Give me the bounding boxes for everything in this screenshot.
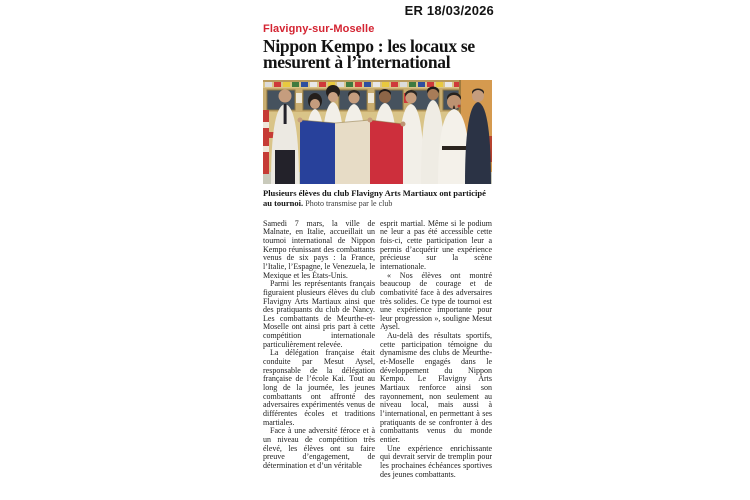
french-flag-graphic [298,117,406,184]
paragraph: La délégation française était conduite par Mesut Aysel, responsable de la délégation française de l’école Kai. Tout au long de la journée, les jeunes combattants ont affronté des adversaires expérimentés venus de différentes écoles et traditions martiales. [263,348,375,427]
paragraph: Au-delà des résultats sportifs, cette participation témoigne du dynamisme des clubs de Meurthe-et-Moselle engagés dans le développement du Nippon Kempo. Le Flavigny Arts Martiaux renforce ainsi son rayonnement, non seulement au niveau local, mais aussi à l’international, en permettant à ses pratiquants de se confronter à des combattants venus du monde entier. [380,331,492,444]
paragraph: « Nos élèves ont montré beaucoup de courage et de combativité face à des adversaires très solides. Ce type de tournoi est une expérience importante pour leur progression », souligne Mesut Aysel. [380,270,492,332]
paragraph: Samedi 7 mars, la ville de Malnate, en Italie, accueillait un tournoi international de Nippon Kempo réunissant des combattants venus de six pays : la France, l’Italie, l’Espagne, le Venezuela, le Mexique et les États-Unis. [263,218,375,280]
article [263,23,492,479]
paragraph: Parmi les représentants français figuraient plusieurs élèves du club Flavigny Arts Martiaux ainsi que des pratiquants du club de Nancy. Les combattants de Meurthe-et-Moselle ont ainsi pris part à cette compétition internationale particulièrement relevée. [263,279,375,349]
article-photo [263,80,492,184]
caption-text: Plusieurs élèves du club Flavigny Arts Martiaux ont participé au tournoi. [263,187,486,208]
body-column-right [380,220,492,480]
article-kicker: Flavigny-sur-Moselle [263,23,375,35]
photo-caption [263,188,492,209]
paragraph: Face à une adversité féroce et à un niveau de compétition très élevé, les élèves ont su faire preuve d’engagement, de détermination et d’un véritable [263,426,375,470]
edition-date-label: ER 18/03/2026 [404,3,494,18]
article-body [263,220,492,480]
group-photo-illustration [263,80,492,184]
paragraph: esprit martial. Même si le podium ne leur a pas été accessible cette fois-ci, cette participation leur a permis d’acquérir une expérience précieuse sur la scène internationale. [380,218,492,271]
caption-credit: Photo transmise par le club [305,198,393,208]
article-headline: Nippon Kempo : les locaux se mesurent à l’international [263,36,475,72]
paragraph: Une expérience enrichissante qui devrait servir de tremplin pour les prochaines échéances sportives des jeunes combattants. [380,443,492,479]
body-column-left [263,220,375,480]
